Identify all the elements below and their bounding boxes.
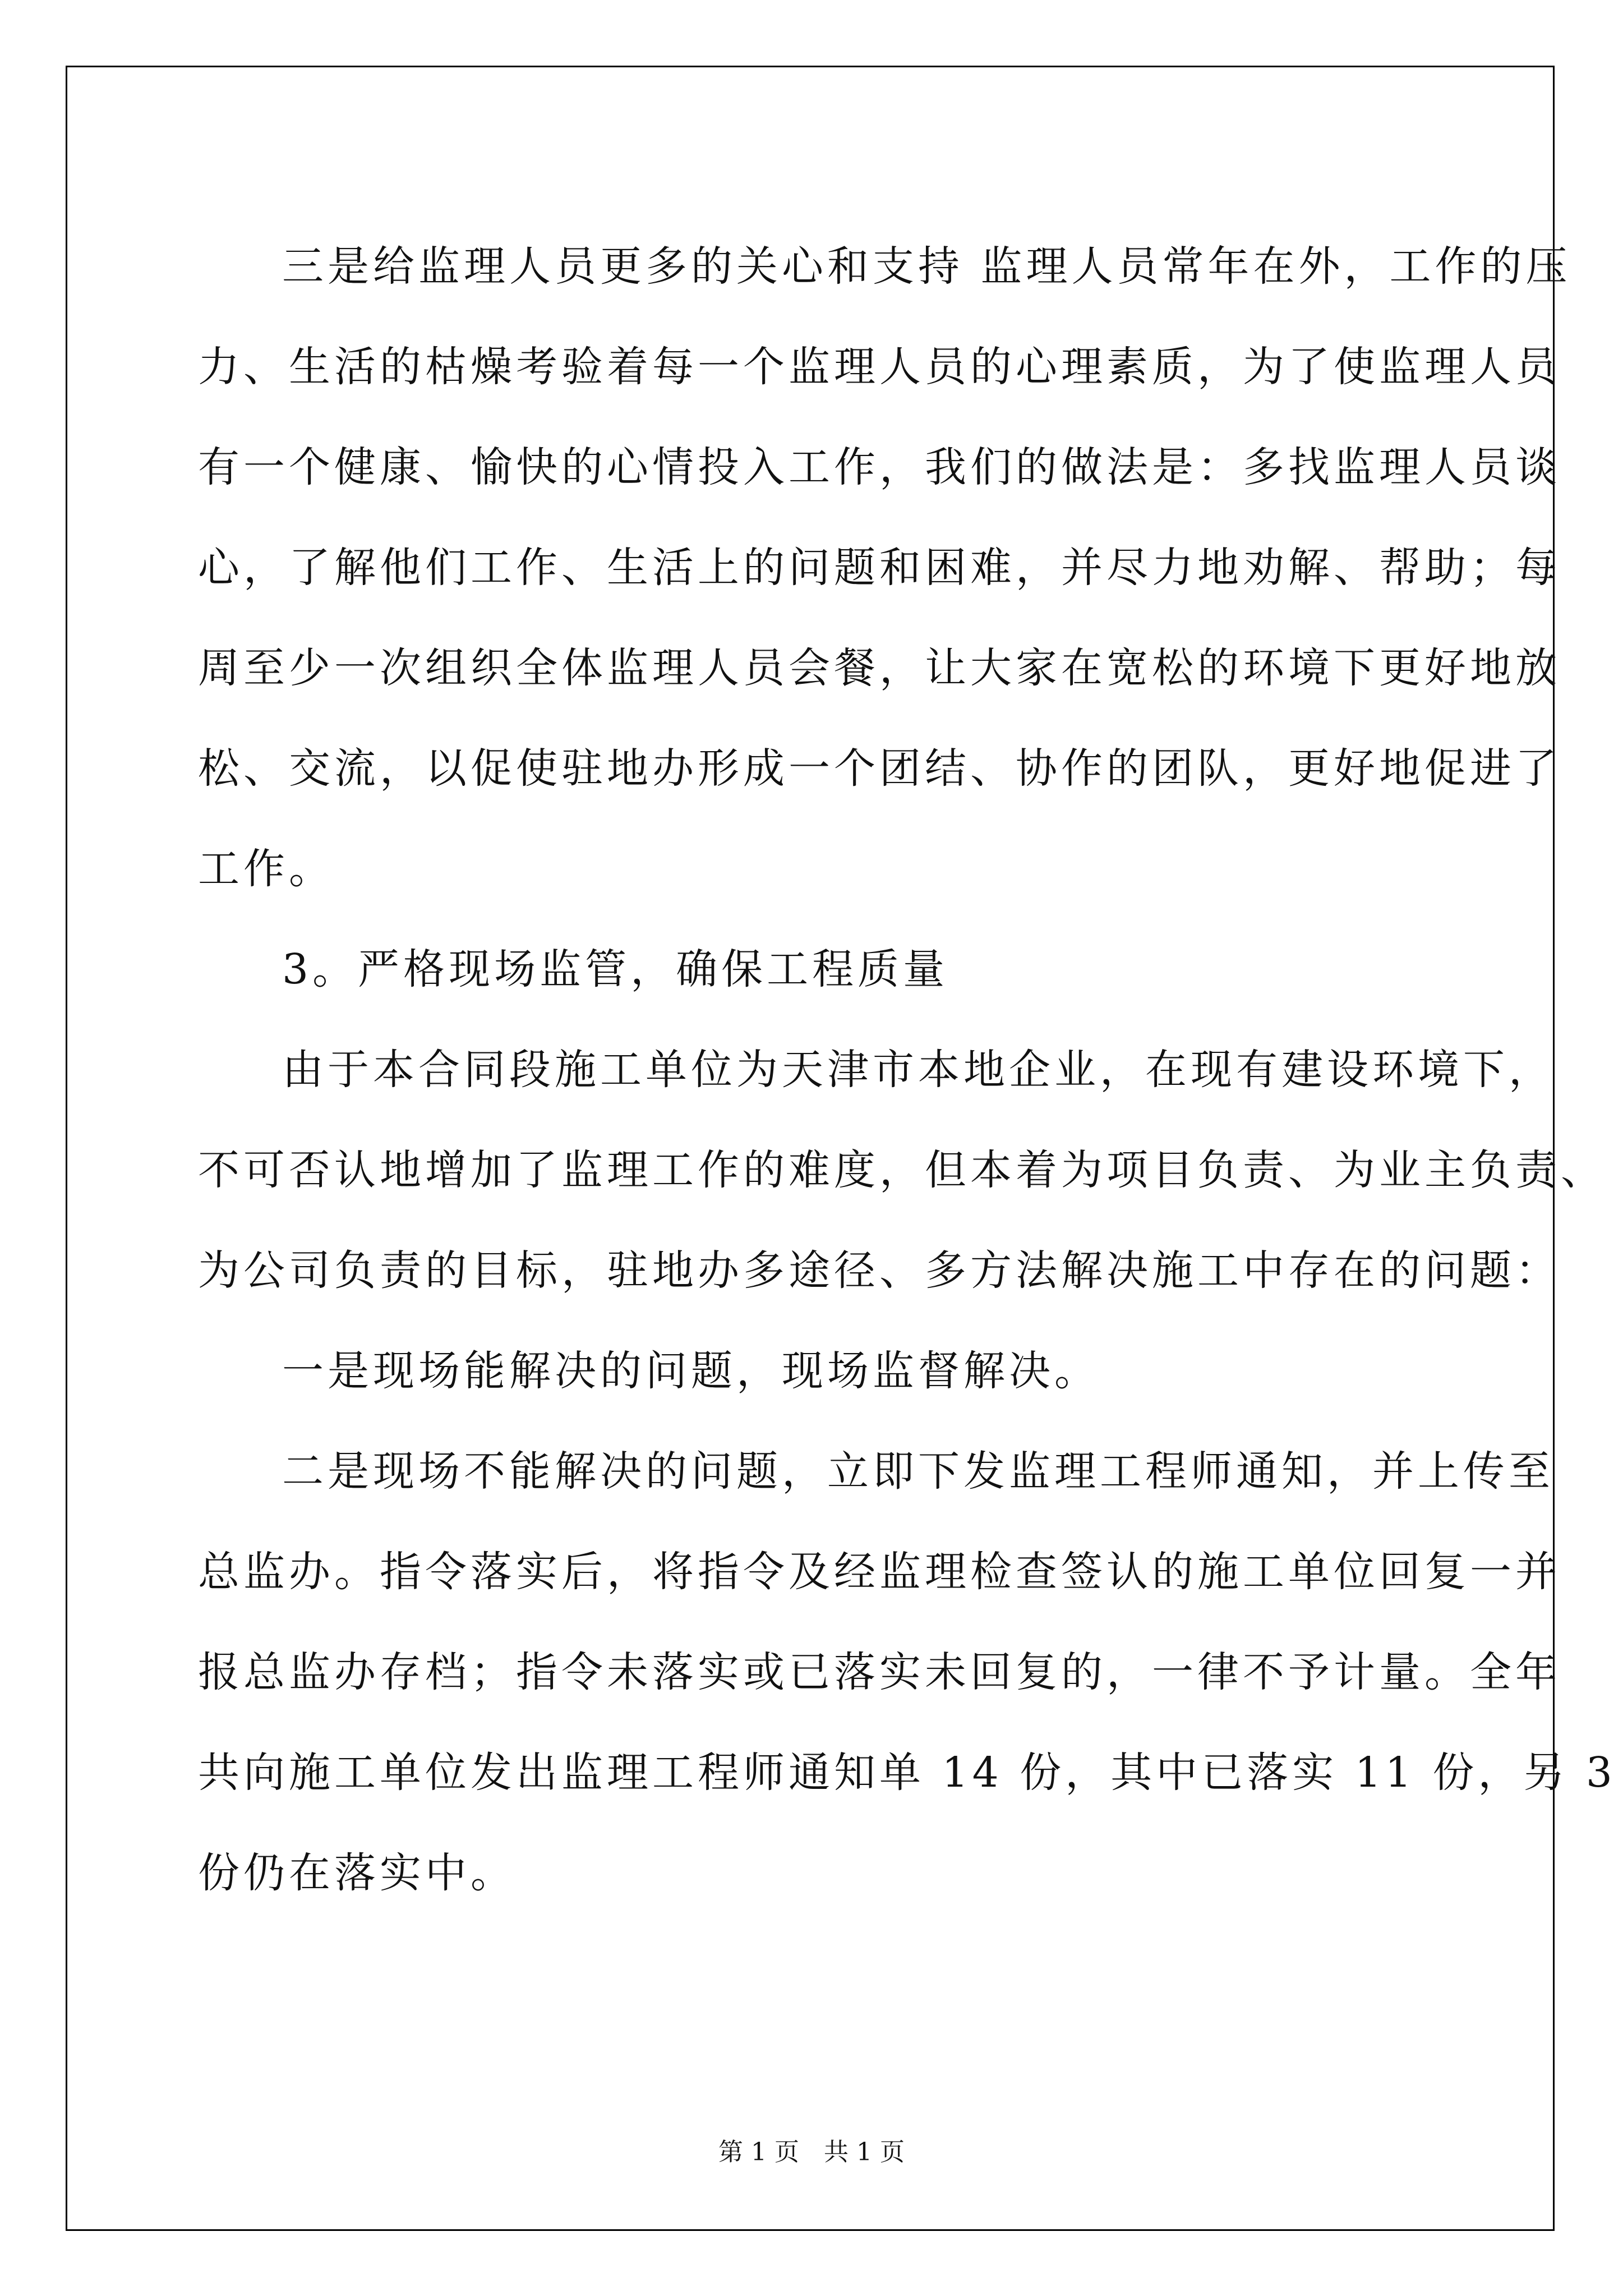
- paragraph-supervisor-care: [198, 217, 1571, 919]
- text-line: 由于本合同段施工单位为天津市本地企业，在现有建设环境下，: [282, 1046, 1554, 1094]
- page-number-footer: 第 1 页 共 1 页: [718, 2138, 905, 2166]
- text-line: 为公司负责的目标，驻地办多途径、多方法解决施工中存在的问题：: [198, 1246, 1561, 1295]
- text-line: 心，了解他们工作、生活上的问题和困难，并尽力地劝解、帮助；每: [198, 544, 1561, 592]
- text-line: 周至少一次组织全体监理人员会餐，让大家在宽松的环境下更好地放: [198, 644, 1561, 692]
- text-line: 共向施工单位发出监理工程师通知单 14 份，其中已落实 11 份，另 3: [198, 1749, 1617, 1797]
- text-line: 有一个健康、愉快的心情投入工作，我们的做法是：多找监理人员谈: [198, 443, 1561, 491]
- text-line: 二是现场不能解决的问题，立即下发监理工程师通知，并上传至: [282, 1447, 1554, 1496]
- heading-line: 3。严格现场监管，确保工程质量: [282, 945, 949, 993]
- text-line: 力、生活的枯燥考验着每一个监理人员的心理素质，为了使监理人员: [198, 343, 1561, 391]
- text-line: 份仍在落实中。: [198, 1849, 516, 1897]
- text-line: 三是给监理人员更多的关心和支持 监理人员常年在外，工作的压: [282, 242, 1571, 291]
- paragraph-construction-unit: [198, 1020, 1606, 1321]
- section-heading: [198, 919, 1488, 1020]
- text-line: 报总监办存档；指令未落实或已落实未回复的，一律不予计量。全年: [198, 1648, 1561, 1696]
- text-line: 松、交流，以促使驻地办形成一个团结、协作的团队，更好地促进了: [198, 744, 1561, 793]
- text-line: 工作。: [198, 845, 334, 893]
- paragraph-item-one: [198, 1321, 1488, 1421]
- text-line: 总监办。指令落实后，将指令及经监理检查签认的施工单位回复一并: [198, 1548, 1561, 1596]
- document-body: [198, 217, 1617, 1924]
- text-line: 不可否认地增加了监理工作的难度，但本着为项目负责、为业主负责、: [198, 1146, 1606, 1194]
- paragraph-item-two: [198, 1421, 1617, 1924]
- text-line: 一是现场能解决的问题，现场监督解决。: [282, 1347, 1100, 1395]
